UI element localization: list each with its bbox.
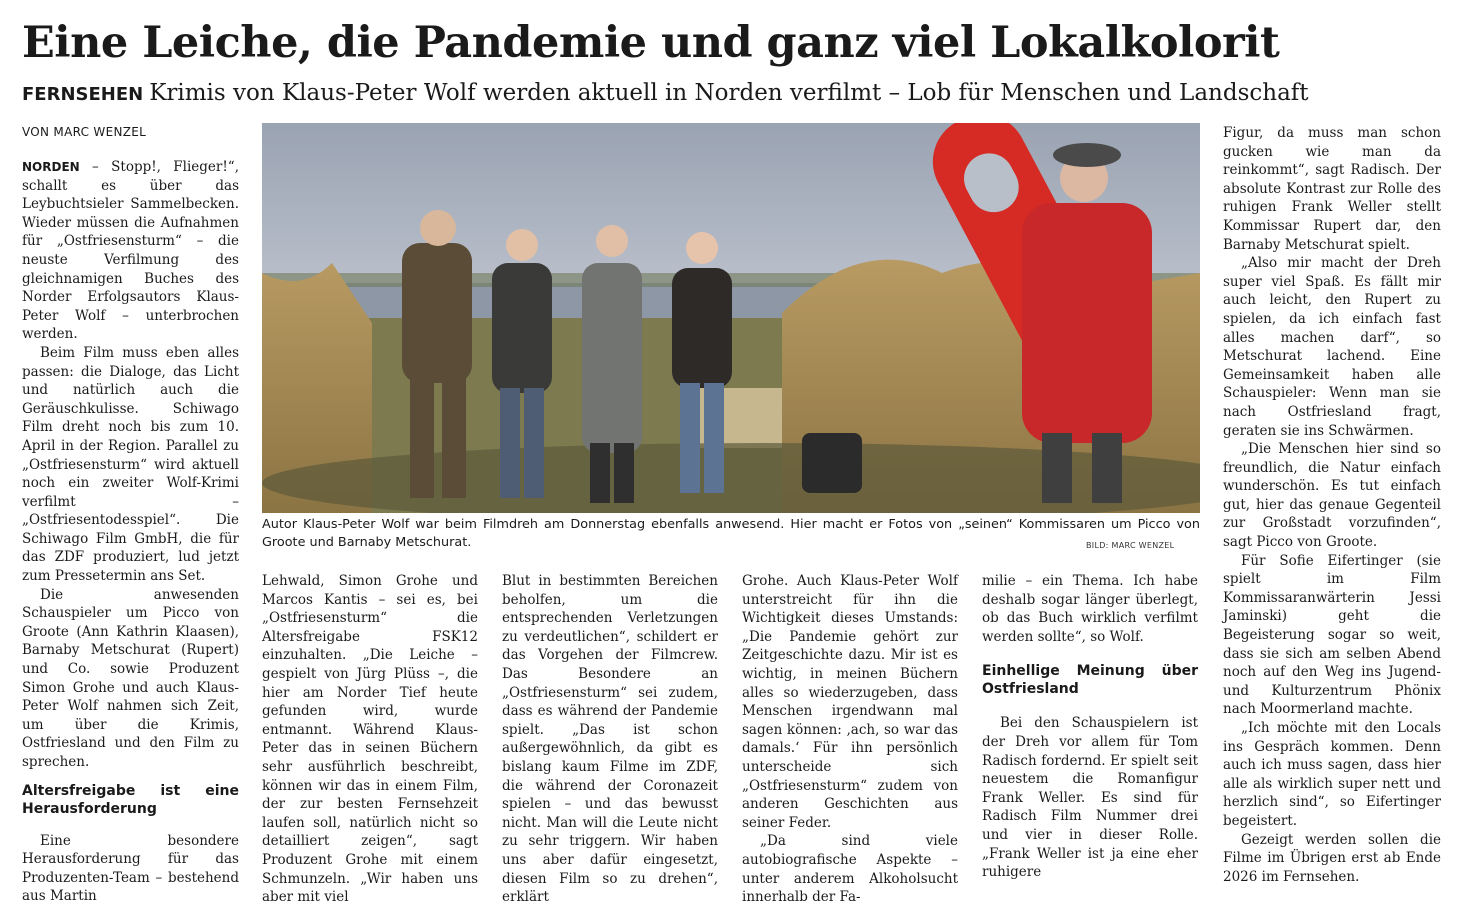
paragraph: Für Sofie Eifertinger (sie spielt im Film Kommissaranwärterin Jessi Jaminski) geht die Begeisterung sogar so weit, dass sie sich am selben Abend noch auf den Weg ins Jugend- und Kulturzentrum Phönix nach Moormerland machte.: [1223, 552, 1441, 718]
subheadline-text: Krimis von Klaus-Peter Wolf werden aktuell in Norden verfilmt – Lob für Menschen und Landschaft: [149, 80, 1309, 106]
subheading: Einhellige Meinung über Ostfriesland: [982, 663, 1198, 698]
column-3: [502, 572, 718, 907]
column-1: [22, 158, 239, 906]
paragraph: Blut in bestimmten Bereichen beholfen, um die entsprechenden Verletzungen zu verdeutlichen“, schildert er das Vorgehen der Filmcrew. Das Besondere an „Ostfriesensturm“ sei zudem, dass es während der Pandemie spielt. „Das ist schon außergewöhnlich, da gibt es bislang kaum Filme im ZDF, die während der Coronazeit spielen – und das bewusst nicht. Man will die Leute nicht zu sehr triggern. Wir haben uns aber dafür eingesetzt, diesen Film so zu drehen“, erklärt: [502, 573, 718, 906]
paragraph: milie – ein Thema. Ich habe deshalb sogar länger überlegt, ob das Buch wirklich verfilmt werden sollte“, so Wolf.: [982, 573, 1198, 645]
paragraph: Bei den Schauspielern ist der Dreh vor allem für Tom Radisch fordernd. Er spielt seit neuestem die Romanfigur Frank Weller. Es sind für Radisch Film Nummer drei und vier in dieser Rolle. „Frank Weller ist ja eine eher ruhigere: [982, 715, 1198, 881]
paragraph: Grohe. Auch Klaus-Peter Wolf unterstreicht für ihn die Wichtigkeit dieses Umstands: „Die Pandemie gehört zur Zeitgeschichte dazu. Mir ist es wichtig, in meinen Büchern alles so wiederzugeben, dass Menschen irgendwann mal sagen können: ‚ach, so war das damals.‘ Für ihn persönlich unterscheide sich „Ostfriesensturm“ zudem von anderen Geschichten aus seiner Feder.: [742, 573, 958, 831]
paragraph: „Da sind viele autobiografische Aspekte – unter anderem Alkoholsucht innerhalb der Fa-: [742, 833, 958, 906]
paragraph: Beim Film muss eben alles passen: die Dialoge, das Licht und natürlich auch die Geräuschkulisse. Schiwago Film dreht noch bis zum 10. April in der Region. Parallel zu „Ostfriesensturm“ wird aktuell noch ein zweiter Wolf-Krimi verfilmt – „Ostfriesentodesspiel“. Die Schiwago Film GmbH, die für das ZDF produziert, lud jetzt zum Pressetermin ans Set.: [22, 344, 239, 585]
paragraph-text: – Stopp!, Flieger!“, schallt es über das Leybuchtsieler Sammelbecken. Wieder müssen die Aufnahmen für „Ostfriesensturm“ – die neuste Verfilmung des gleichnamigen Buches des Norder Erfolgsautors Klaus-Peter Wolf – unterbrochen werden.: [22, 159, 239, 343]
paragraph: Eine besondere Herausforderung für das Produzenten-Team – bestehend aus Martin: [22, 832, 239, 905]
paragraph: Lehwald, Simon Grohe und Marcos Kantis – sei es, bei „Ostfriesensturm“ die Altersfreigabe FSK12 einzuhalten. „Die Leiche – gespielt von Jürg Plüss –, die hier am Norder Tief heute gefunden wird, wurde entmannt. Während Klaus-Peter das in seinen Büchern sehr ausführlich beschreibt, können wir das in einem Film, der zur besten Fernsehzeit laufen soll, natürlich nicht so detailliert zeigen“, sagt Produzent Grohe mit einem Schmunzeln. „Wir haben uns aber mit viel: [262, 573, 478, 906]
dateline: NORDEN: [22, 160, 80, 174]
paragraph: „Die Menschen hier sind so freundlich, die Natur einfach wunderschön. Es tut einfach gut, hier das genaue Gegenteil zur Großstadt vorzufinden“, sagt Picco von Groote.: [1223, 441, 1441, 551]
subheading: Altersfreigabe ist eine Herausforderung: [22, 782, 239, 817]
column-6: [1223, 124, 1441, 886]
column-2: [262, 572, 478, 907]
byline: VON MARC WENZEL: [22, 125, 147, 139]
paragraph: Die anwesenden Schauspieler um Picco von Groote (Ann Kathrin Klaasen), Barnaby Metschurat (Rupert) und Co. sowie Produzent Simon Grohe und auch Klaus-Peter Wolf nahmen sich Zeit, um über die Krimis, Ostfriesland und den Film zu sprechen.: [22, 586, 239, 770]
photo-caption: Autor Klaus-Peter Wolf war beim Filmdreh am Donnerstag ebenfalls anwesend. Hier macht er Fotos von „seinen“ Kommissaren um Picco von Groote und Barnaby Metschurat.: [262, 517, 1200, 550]
photo-illustration: [262, 123, 1200, 513]
photo-credit: BILD: MARC WENZEL: [1086, 541, 1175, 550]
column-4: [742, 572, 958, 907]
kicker: FERNSEHEN: [22, 84, 144, 105]
article-photo: [262, 123, 1200, 513]
paragraph: „Also mir macht der Dreh super viel Spaß. Es fällt mir auch leicht, den Rupert zu spielen, da ich einfach fast alles machen darf“, so Metschurat lachend. Eine Gemeinsamkeit haben alle Schauspieler: Wenn man sie nach Ostfriesland fragt, geraten sie ins Schwärmen.: [1223, 255, 1441, 439]
paragraph: „Ich möchte mit den Locals ins Gespräch kommen. Denn auch ich muss sagen, dass hier alle als wirklich super nett und herzlich sind“, so Eifertinger begeistert.: [1223, 720, 1441, 829]
headline: Eine Leiche, die Pandemie und ganz viel Lokalkolorit: [22, 18, 1280, 68]
paragraph: Gezeigt werden sollen die Filme im Übrigen erst ab Ende 2026 im Fernsehen.: [1223, 831, 1441, 885]
column-5: [982, 572, 1198, 882]
subheadline: [22, 80, 1309, 106]
paragraph: [22, 158, 239, 344]
paragraph: Figur, da muss man schon gucken wie man da reinkommt“, sagt Radisch. Der absolute Kontrast zur Rolle des ruhigen Frank Weller stellt Kommissar Rupert dar, den Barnaby Metschurat spielt.: [1223, 125, 1441, 253]
